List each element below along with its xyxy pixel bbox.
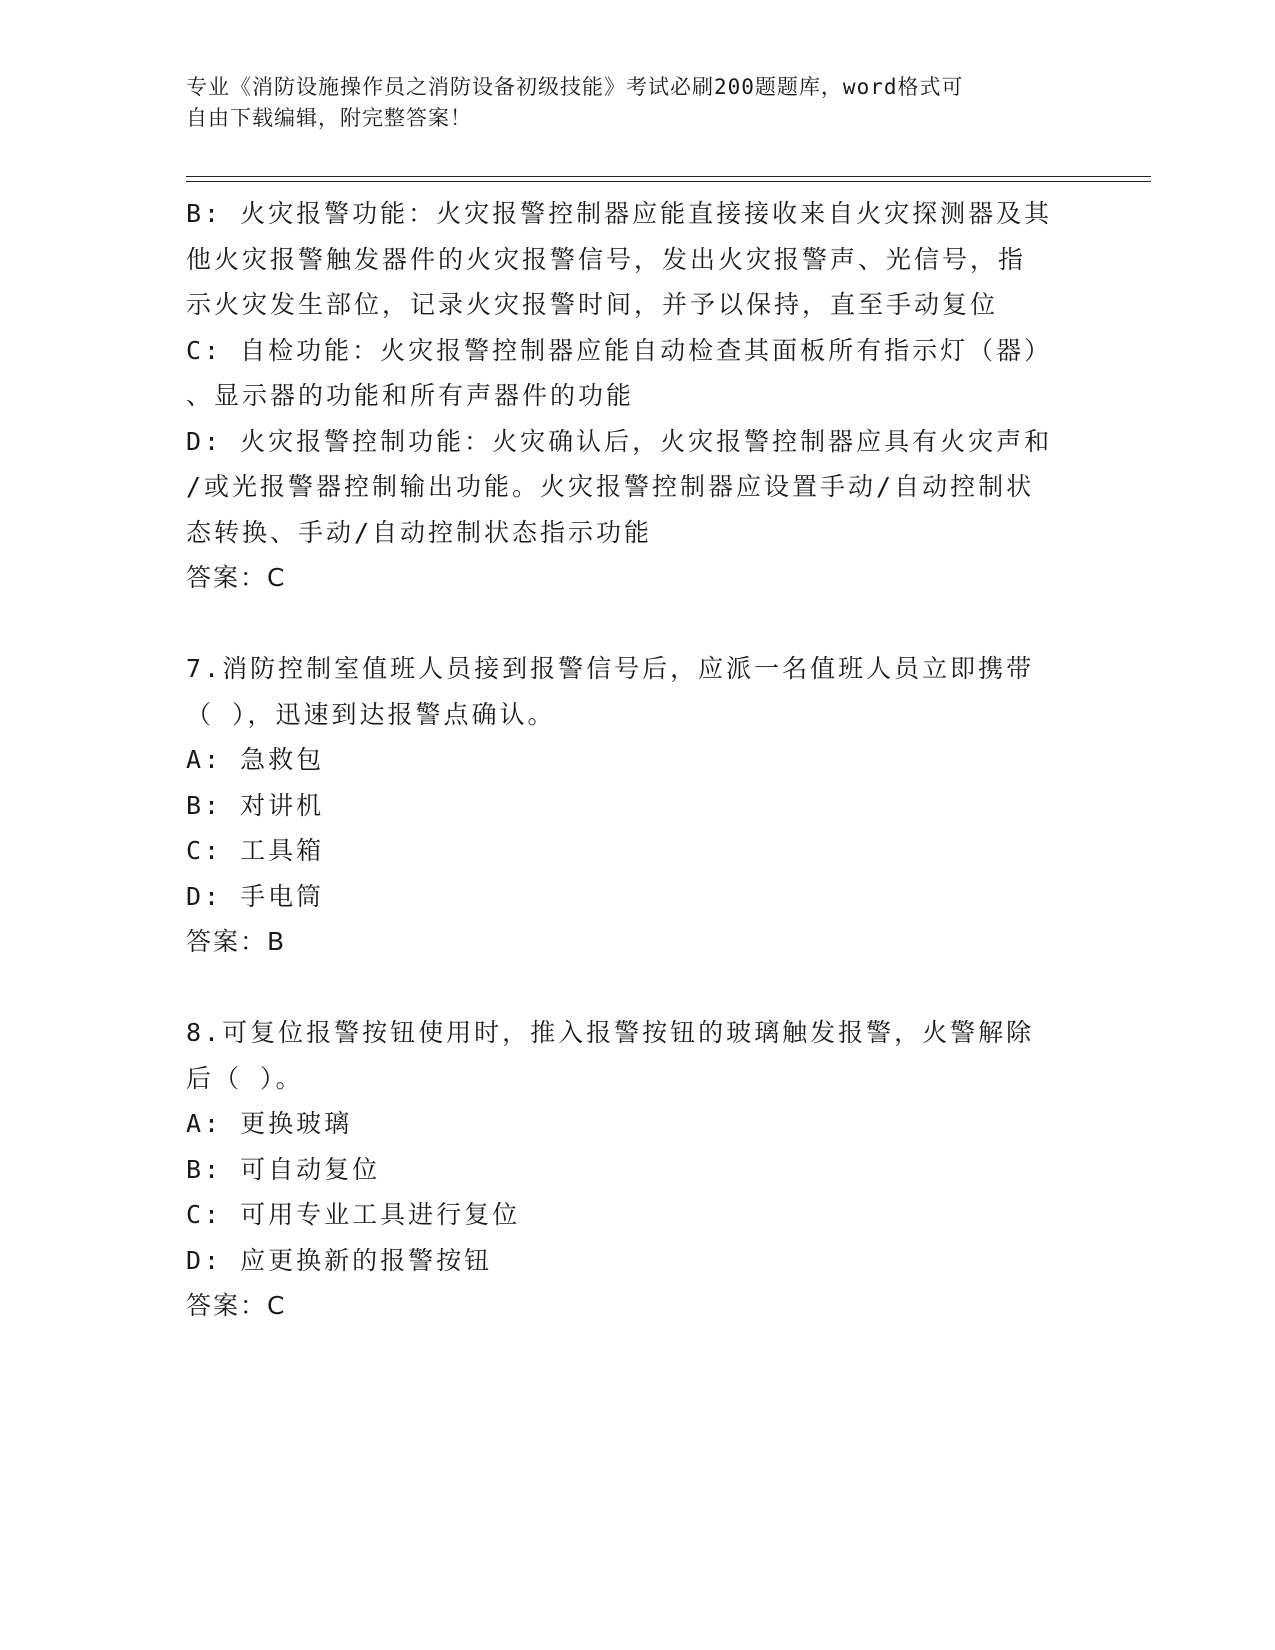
question-8-answer: 答案：C [186, 1291, 287, 1320]
question-6-option-b [186, 191, 1086, 328]
question-7 [186, 646, 1086, 965]
question-8-option-a: A: 更换玻璃 [186, 1109, 353, 1138]
option-text-line: /或光报警器控制输出功能。火灾报警控制器应设置手动/自动控制状 [186, 472, 1035, 501]
question-7-stem-line: 7.消防控制室值班人员接到报警信号后，应派一名值班人员立即携带 [186, 654, 1035, 683]
document-header [186, 72, 1086, 134]
option-text-line: 、显示器的功能和所有声器件的功能 [186, 381, 635, 410]
header-title-line-2: 自由下载编辑，附完整答案！ [186, 106, 472, 130]
header-title-line-1: 专业《消防设施操作员之消防设备初级技能》考试必刷200题题库，word格式可 [186, 75, 964, 99]
question-7-option-a: A: 急救包 [186, 745, 325, 774]
option-text-line: 态转换、手动/自动控制状态指示功能 [186, 517, 653, 547]
option-text-line: B: 火灾报警功能：火灾报警控制器应能直接接收来自火灾探测器及其 [186, 199, 1053, 228]
header-divider-top [186, 176, 1151, 177]
question-8-option-c: C: 可用专业工具进行复位 [186, 1200, 521, 1229]
question-8-stem-line: 后（ ）。 [186, 1063, 304, 1093]
option-text-line: 示火灾发生部位，记录火灾报警时间，并予以保持，直至手动复位 [186, 290, 999, 319]
question-8-option-d: D: 应更换新的报警按钮 [186, 1245, 493, 1275]
spacer [186, 601, 1086, 647]
question-8-option-b: B: 可自动复位 [186, 1154, 381, 1184]
question-8-stem-line: 8.可复位报警按钮使用时，推入报警按钮的玻璃触发报警，火警解除 [186, 1018, 1035, 1047]
question-7-answer: 答案：B [186, 927, 287, 956]
question-7-option-c: C: 工具箱 [186, 836, 325, 865]
option-text-line: C: 自检功能：火灾报警控制器应能自动检查其面板所有指示灯（器） [186, 335, 1053, 365]
spacer [186, 965, 1086, 1011]
question-7-stem-line: （ ），迅速到达报警点确认。 [186, 699, 556, 729]
question-6-answer: 答案：C [186, 563, 287, 592]
option-text-line: D: 火灾报警控制功能：火灾确认后，火灾报警控制器应具有火灾声和 [186, 426, 1053, 456]
option-text-line: 他火灾报警触发器件的火灾报警信号，发出火灾报警声、光信号，指 [186, 244, 1027, 274]
question-content [186, 191, 1086, 1329]
question-6-tail [186, 191, 1086, 601]
question-7-option-d: D: 手电筒 [186, 881, 325, 911]
question-6-option-d [186, 419, 1086, 556]
question-8 [186, 1010, 1086, 1329]
question-7-option-b: B: 对讲机 [186, 790, 325, 820]
header-divider-bottom [186, 181, 1151, 182]
question-6-option-c [186, 328, 1086, 419]
